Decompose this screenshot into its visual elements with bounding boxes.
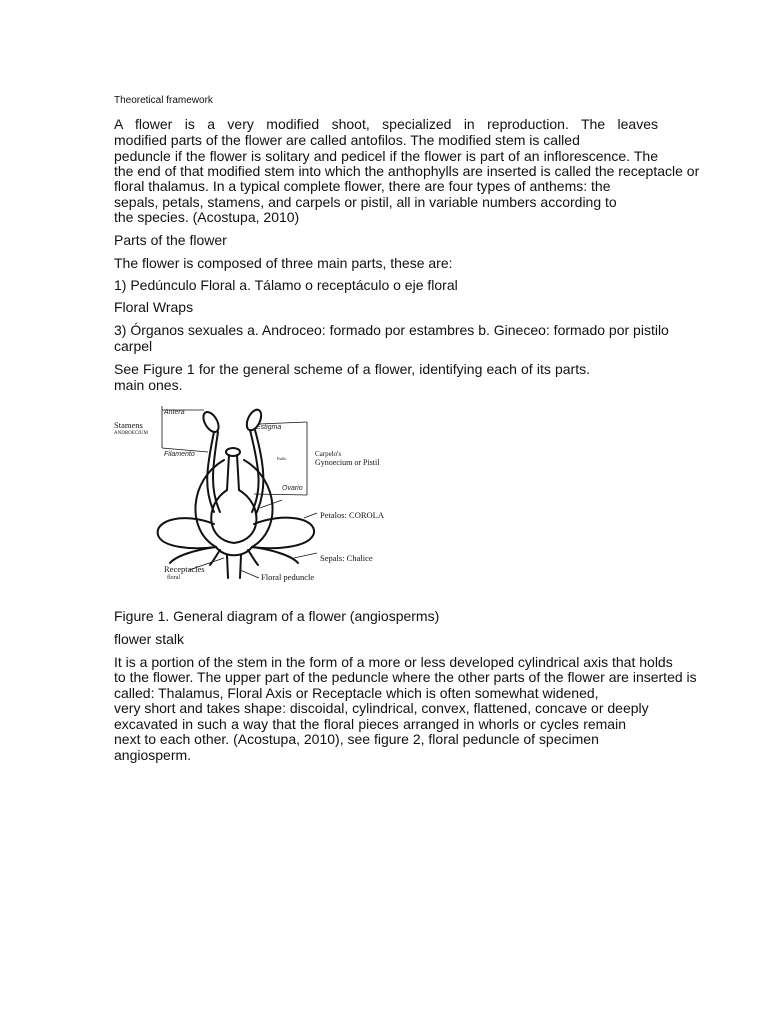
paragraph-line: It is a portion of the stem in the form of a more or less developed cylindrical axis that holds — [114, 654, 673, 670]
label-floral-peduncle: Floral peduncle — [261, 572, 315, 582]
label-sepals: Sepals: Chalice — [320, 553, 373, 563]
label-estilo: Estilo — [277, 456, 287, 461]
paragraph-line: A flower is a very modified shoot, specialized in reproduction. The leaves — [114, 116, 658, 132]
paragraph-line: to the flower. The upper part of the peduncle where the other parts of the flower are inserted is — [114, 669, 697, 685]
paragraph-line: the end of that modified stem into which the anthophylls are inserted is called the receptacle or — [114, 163, 700, 179]
paragraph-line: excavated in such a way that the floral pieces arranged in whorls or cycles remain — [114, 716, 626, 732]
paragraph-line: the species. (Acostupa, 2010) — [114, 209, 300, 225]
label-gynoecium: Gynoecium or Pistil — [315, 458, 380, 467]
subheading: Parts of the flower — [114, 232, 227, 248]
list-item: carpel — [114, 338, 153, 354]
label-carpelos: Carpelo's — [315, 450, 342, 458]
label-androecium: ANDROECIUM — [114, 431, 148, 436]
label-estigma: Estigma — [256, 424, 282, 431]
flower-illustration — [114, 400, 394, 595]
label-ovario: Ovario — [282, 485, 303, 492]
paragraph-line: next to each other. (Acostupa, 2010), see figure 2, floral peduncle of specimen — [114, 731, 599, 747]
paragraph-line: called: Thalamus, Floral Axis or Receptacle which is often somewhat widened, — [114, 685, 599, 701]
paragraph-line: main ones. — [114, 377, 183, 393]
list-item: 3) Órganos sexuales a. Androceo: formado por estambres b. Gineceo: formado por pistilo — [114, 322, 669, 338]
paragraph-line: modified parts of the flower are called antofilos. The modified stem is called — [114, 132, 580, 148]
flower-diagram — [114, 400, 394, 595]
paragraph-line: The flower is composed of three main parts, these are: — [114, 255, 453, 271]
subheading: flower stalk — [114, 631, 185, 647]
list-item: 1) Pedúnculo Floral a. Tálamo o receptáculo o eje floral — [114, 277, 458, 293]
label-antera: Antera — [164, 409, 185, 416]
paragraph-line: angiosperm. — [114, 747, 192, 763]
label-filamento: Filamento — [164, 451, 195, 458]
list-item: Floral Wraps — [114, 299, 194, 315]
paragraph-line: very short and takes shape: discoidal, cylindrical, convex, flattened, concave or deeply — [114, 700, 649, 716]
paragraph-line: floral thalamus. In a typical complete flower, there are four types of anthems: the — [114, 178, 611, 194]
figure-caption: Figure 1. General diagram of a flower (angiosperms) — [114, 608, 440, 624]
paragraph-line: See Figure 1 for the general scheme of a flower, identifying each of its parts. — [114, 361, 590, 377]
paragraph-line: peduncle if the flower is solitary and pedicel if the flower is part of an inflorescence. The — [114, 148, 658, 164]
paragraph-line: sepals, petals, stamens, and carpels or pistil, all in variable numbers according to — [114, 194, 617, 210]
section-heading: Theoretical framework — [114, 95, 213, 106]
label-petalos: Petalos: COROLA — [320, 510, 384, 520]
label-receptacles: Receptacles — [164, 564, 205, 574]
label-stamens: Stamens — [114, 420, 143, 430]
label-floral: floral — [167, 575, 180, 581]
